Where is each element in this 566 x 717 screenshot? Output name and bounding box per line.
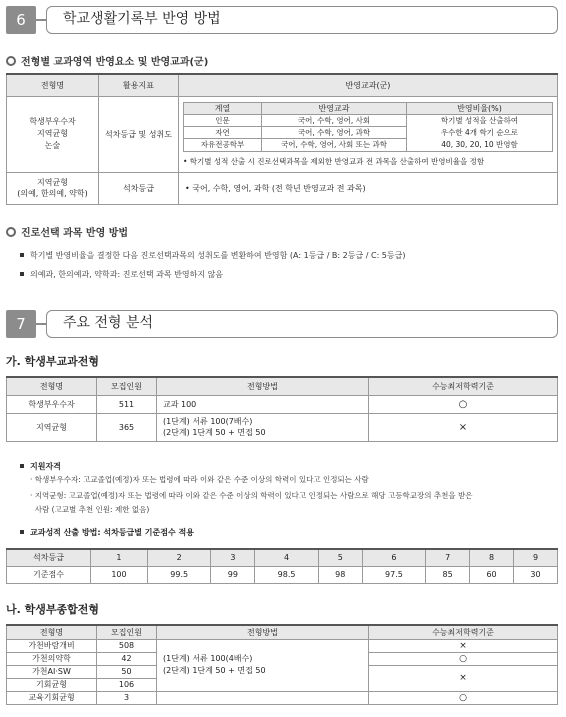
bullet-text: 의예과, 한의예과, 약학과: 진로선택 과목 반영하지 않음 (30, 270, 224, 279)
qual-line: · 학생부우수자: 고교졸업(예정)자 또는 법령에 따라 이와 같은 수준 이상의 학력이 있다고 인정되는 사람 (30, 475, 369, 484)
subheading-1 (6, 53, 208, 68)
inner-th-track: 계열 (184, 102, 262, 114)
qual-line: 사람 (고교별 추천 인원: 제한 없음) (30, 505, 150, 514)
cell-method-empty (157, 691, 369, 704)
th-subjects: 반영교과(군) (179, 74, 558, 96)
cell-name: 교육기회균형 (7, 691, 97, 704)
inner-track: 자연 (184, 126, 262, 138)
table-row (7, 639, 558, 652)
cell-method: (1단계) 서류 100(4배수) (2단계) 1단계 50 + 면접 50 (157, 639, 369, 691)
grade-cell: 9 (514, 549, 558, 566)
inner-subjects: 국어, 수학, 영어, 과학 (262, 126, 407, 138)
inner-th-subjects: 반영교과 (262, 102, 407, 114)
row1-name: 학생부우수자 지역균형 논술 (7, 96, 99, 172)
grade-title: 교과성적 산출 방법: 석차등급별 기준점수 적용 (30, 528, 194, 537)
table-jonghap (6, 624, 558, 705)
grade-cell: 3 (211, 549, 255, 566)
score-cell: 98.5 (255, 566, 318, 583)
cell-name: 가천바람개비 (7, 639, 97, 652)
th-method: 전형방법 (157, 625, 369, 639)
bullet-item (20, 269, 223, 280)
inner-th-ratio: 반영비율(%) (407, 102, 553, 114)
subheading-2 (6, 224, 128, 239)
th-count: 모집인원 (97, 377, 157, 395)
circle-bullet-icon (6, 56, 16, 66)
square-bullet-icon (20, 464, 24, 468)
cell-count: 3 (97, 691, 157, 704)
section-7-header (6, 310, 558, 338)
heading-ga: 가. 학생부교과전형 (6, 355, 100, 368)
inner-subjects: 국어, 수학, 영어, 사회 또는 과학 (262, 139, 407, 151)
grade-cell: 6 (362, 549, 425, 566)
heading-na: 나. 학생부종합전형 (6, 603, 100, 616)
th-min: 수능최저학력기준 (369, 625, 558, 639)
square-bullet-icon (20, 272, 24, 276)
subheading-text: 진로선택 과목 반영 방법 (21, 228, 129, 239)
inner-track: 인문 (184, 114, 262, 126)
qual-heading (20, 461, 61, 472)
inner-subjects: 국어, 수학, 영어, 사회 (262, 114, 407, 126)
grade-cell: 5 (318, 549, 362, 566)
cell-count: 365 (97, 413, 157, 441)
th-indicator: 활용지표 (99, 74, 179, 96)
row1-subjects-cell (179, 96, 558, 172)
row1-indicator: 석차등급 및 성취도 (99, 96, 179, 172)
inner-table (183, 102, 553, 152)
score-cell: 30 (514, 566, 558, 583)
section-title: 주요 전형 분석 (46, 310, 558, 338)
score-cell: 99 (211, 566, 255, 583)
cell-count: 106 (97, 678, 157, 691)
cell-name: 지역균형 (7, 413, 97, 441)
section-number: 6 (6, 6, 36, 34)
table-subjects (6, 73, 558, 205)
inner-note: • 학기별 성적 산출 시 진로선택과목을 제외한 반영교과 전 과목을 산출하여 반영비율을 정함 (183, 156, 485, 166)
cell-min: × (369, 639, 558, 652)
table-row (7, 691, 558, 704)
subheading-text: 전형별 교과영역 반영요소 및 반영교과(군) (21, 57, 209, 68)
th-name: 전형명 (7, 377, 97, 395)
grade-cell: 8 (470, 549, 514, 566)
row2-indicator: 석차등급 (99, 172, 179, 204)
qual-line: · 지역균형: 고교졸업(예정)자 또는 법령에 따라 이와 같은 수준 이상의 학력이 있다고 인정되는 사람으로 해당 고등학교장의 추천을 받은 (30, 491, 473, 500)
section-6-header (6, 6, 558, 34)
circle-bullet-icon (6, 227, 16, 237)
table-gyogwa (6, 376, 558, 442)
row2-name: 지역균형 (의예, 한의예, 약학) (7, 172, 99, 204)
table-row (7, 413, 558, 441)
score-cell: 98 (318, 566, 362, 583)
score-cell: 85 (426, 566, 470, 583)
inner-ratio: 학기별 성적을 산출하여 우수한 4개 학기 순으로 40, 30, 20, 10 반영함 (407, 114, 553, 151)
square-bullet-icon (20, 530, 24, 534)
cell-count: 508 (97, 639, 157, 652)
cell-min: ○ (369, 395, 558, 413)
square-bullet-icon (20, 253, 24, 257)
cell-min: × (369, 413, 558, 441)
th-name: 전형명 (7, 625, 97, 639)
cell-name: 학생부우수자 (7, 395, 97, 413)
th-min: 수능최저학력기준 (369, 377, 558, 395)
cell-min: ○ (369, 691, 558, 704)
section-title: 학교생활기록부 반영 방법 (46, 6, 558, 34)
section-number: 7 (6, 310, 36, 338)
score-cell: 100 (91, 566, 148, 583)
th-name: 전형명 (7, 74, 99, 96)
table-row (7, 395, 558, 413)
score-cell: 99.5 (147, 566, 210, 583)
grade-heading (20, 527, 194, 538)
cell-min: × (369, 665, 558, 691)
row-label-score: 기준점수 (7, 566, 91, 583)
cell-name: 가천AI·SW (7, 665, 97, 678)
row2-subjects: • 국어, 수학, 영어, 과학 (전 학년 반영교과 전 과목) (179, 172, 558, 204)
inner-track: 자유전공학부 (184, 139, 262, 151)
cell-count: 50 (97, 665, 157, 678)
row-label-grade: 석차등급 (7, 549, 91, 566)
grade-cell: 7 (426, 549, 470, 566)
th-count: 모집인원 (97, 625, 157, 639)
bullet-item (20, 250, 405, 261)
cell-count: 511 (97, 395, 157, 413)
grade-cell: 4 (255, 549, 318, 566)
grade-cell: 2 (147, 549, 210, 566)
score-cell: 60 (470, 566, 514, 583)
table-grade-scores (6, 548, 558, 584)
cell-name: 가천의약학 (7, 652, 97, 665)
th-method: 전형방법 (157, 377, 369, 395)
cell-min: ○ (369, 652, 558, 665)
qual-title: 지원자격 (30, 462, 61, 471)
cell-method: 교과 100 (157, 395, 369, 413)
grade-cell: 1 (91, 549, 148, 566)
cell-count: 42 (97, 652, 157, 665)
cell-method: (1단계) 서류 100(7배수) (2단계) 1단계 50 + 면접 50 (157, 413, 369, 441)
bullet-text: 학기별 반영비율을 결정한 다음 진로선택과목의 성취도를 변환하여 반영함 (A: 1등급 / B: 2등급 / C: 5등급) (30, 251, 406, 260)
cell-name: 기회균형 (7, 678, 97, 691)
score-cell: 97.5 (362, 566, 425, 583)
